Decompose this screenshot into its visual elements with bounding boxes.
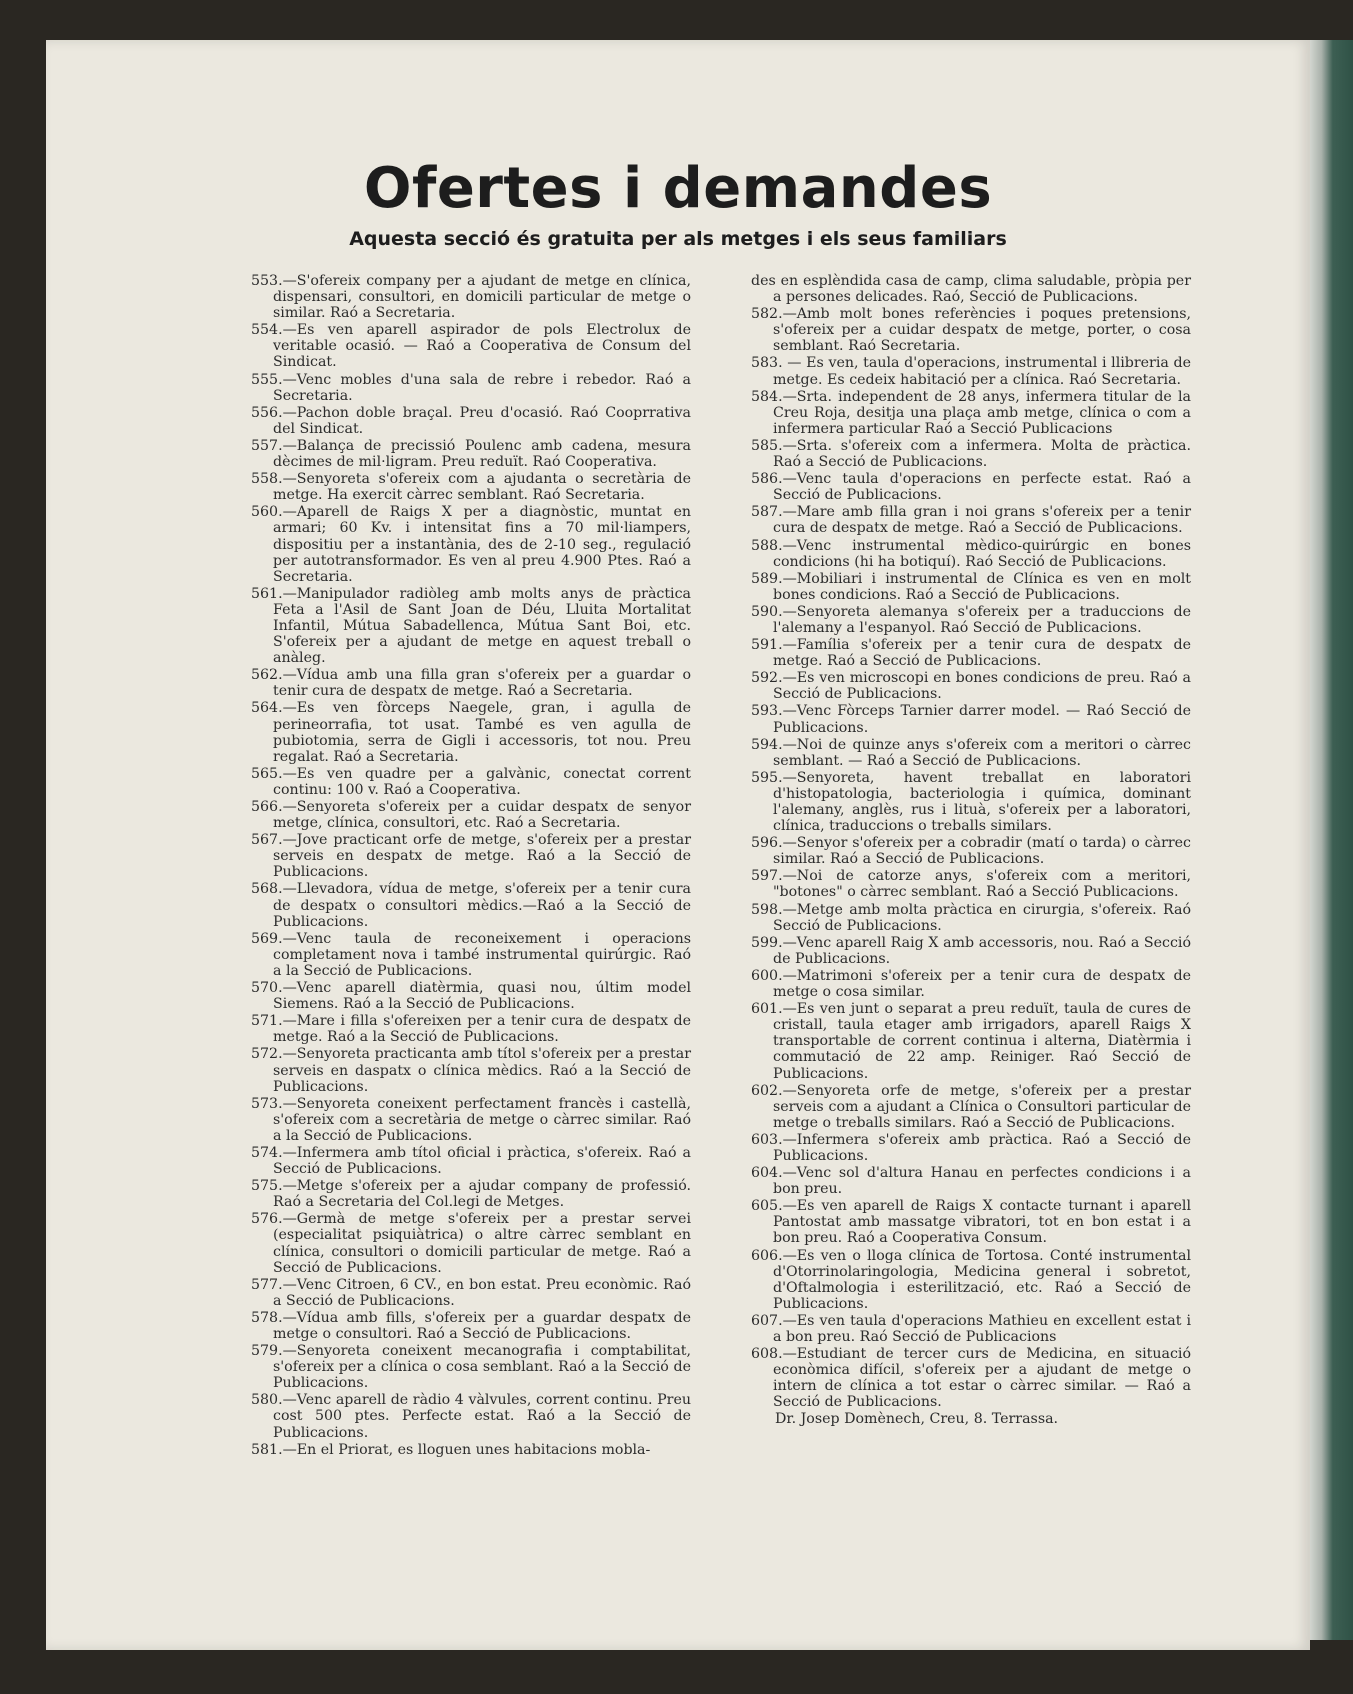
page-title: Ofertes i demandes — [363, 156, 993, 221]
adjacent-page-edge — [1308, 40, 1353, 1640]
classified-entry: 585.—Srta. s'ofereix com a infermera. Molta de pràctica. Raó a Secció de Publicacions. — [751, 437, 1191, 471]
classified-entry: 555.—Venc mobles d'una sala de rebre i rebedor. Raó a Secretaria. — [251, 371, 691, 404]
classified-entry: 566.—Senyoreta s'ofereix per a cuidar despatx de senyor metge, clínica, consultori, etc. Raó a Secretaria. — [251, 799, 691, 832]
classified-entry: 608.—Estudiant de tercer curs de Medicina, en situació econòmica difícil, s'ofereix per a ajudant de metge o intern de clínica a tot estar o càrrec similar. — Raó a Secció de Publicacions. — [751, 1346, 1191, 1411]
classified-entry: 568.—Llevadora, vídua de metge, s'ofereix per a tenir cura de despatx o consultori mèdics.—Raó a la Secció de Publicacions. — [251, 881, 691, 930]
classified-entry: des en esplèndida casa de camp, clima saludable, pròpia per a persones delicades. Raó, Secció de Publicacions. — [751, 273, 1191, 306]
classified-entry: 586.—Venc taula d'operacions en perfecte estat. Raó a Secció de Publicacions. — [751, 471, 1191, 504]
classified-entry: 604.—Venc sol d'altura Hanau en perfectes condicions i a bon preu. — [751, 1165, 1191, 1198]
classified-entry: 570.—Venc aparell diatèrmia, quasi nou, últim model Siemens. Raó a la Secció de Publicacions. — [251, 980, 691, 1013]
classified-entry: 572.—Senyoreta practicanta amb títol s'ofereix per a prestar serveis en daspatx o clínica mèdics. Raó a la Secció de Publicacions. — [251, 1046, 691, 1095]
classified-entry: 596.—Senyor s'ofereix per a cobradir (matí o tarda) o càrrec similar. Raó a Secció de Publicacions. — [751, 835, 1191, 868]
classified-entry: 565.—Es ven quadre per a galvànic, conectat corrent continu: 100 v. Raó a Cooperativa. — [251, 765, 691, 798]
classified-entry: 600.—Matrimoni s'ofereix per a tenir cura de despatx de metge o cosa similar. — [751, 967, 1191, 1001]
classified-entry: 593.—Venc Fòrceps Tarnier darrer model. — Raó Secció de Publicacions. — [751, 703, 1191, 736]
classified-entry: 598.—Metge amb molta pràctica en cirurgia, s'ofereix. Raó Secció de Publicacions. — [751, 901, 1191, 934]
classifieds-left-column — [251, 273, 691, 1459]
classified-entry: 607.—Es ven taula d'operacions Mathieu en excellent estat i a bon preu. Raó Secció de Publicacions — [751, 1312, 1191, 1345]
classified-entry: 574.—Infermera amb títol oficial i pràctica, s'ofereix. Raó a Secció de Publicacions. — [251, 1144, 691, 1178]
classified-entry: 594.—Noi de quinze anys s'ofereix com a meritori o càrrec semblant. — Raó a Secció de Publicacions. — [751, 736, 1191, 769]
page-subtitle: Aquesta secció és gratuita per als metges i els seus familiars — [349, 228, 1007, 250]
magazine-page — [46, 40, 1310, 1650]
classified-entry: 590.—Senyoreta alemanya s'ofereix per a traduccions de l'alemany a l'espanyol. Raó Secció de Publicacions. — [751, 603, 1191, 636]
classified-entry: 577.—Venc Citroen, 6 CV., en bon estat. Preu econòmic. Raó a Secció de Publicacions. — [251, 1276, 691, 1309]
classified-entry: 587.—Mare amb filla gran i noi grans s'ofereix per a tenir cura de despatx de metge. Raó a Secció de Publicacions. — [751, 504, 1191, 537]
classified-entry: 580.—Venc aparell de ràdio 4 vàlvules, corrent continu. Preu cost 500 ptes. Perfecte estat. Raó a la Secció de Publicacions. — [251, 1392, 691, 1441]
classified-entry: 569.—Venc taula de reconeixement i operacions completament nova i també instrumental quirúrgic. Raó a la Secció de Publicacions. — [251, 930, 691, 979]
classified-entry: 606.—Es ven o lloga clínica de Tortosa. Conté instrumental d'Otorrinolaringologia, Medicina general i sobretot, d'Oftalmologia i esterilització, etc. Raó a Secció de Publicacions. — [751, 1247, 1191, 1312]
classified-entry: 560.—Aparell de Raigs X per a diagnòstic, muntat en armari; 60 Kv. i intensitat fins a 70 mil·liampers, dispositiu per a instantània, des de 2-10 seg., regulació per autotransformador. Es ven al preu 4.900 Ptes. Raó a Secretaria. — [251, 504, 691, 585]
classified-entry: 562.—Vídua amb una filla gran s'ofereix per a guardar o tenir cura de despatx de metge. Raó a Secretaria. — [251, 667, 691, 700]
classified-entry: 592.—Es ven microscopi en bones condicions de preu. Raó a Secció de Publicacions. — [751, 670, 1191, 703]
classified-entry: 576.—Germà de metge s'ofereix per a prestar servei (especialitat psiquiàtrica) o altre càrrec semblant en clínica, consultori o domicili particular de metge. Raó a Secció de Publicacions. — [251, 1211, 691, 1276]
classified-entry: 605.—Es ven aparell de Raigs X contacte turnant i aparell Pantostat amb massatge vibratori, tot en bon estat i a bon preu. Raó a Cooperativa Consum. — [751, 1198, 1191, 1247]
classified-entry: 573.—Senyoreta coneixent perfectament francès i castellà, s'ofereix com a secretària de metge o càrrec similar. Raó a la Secció de Publicacions. — [251, 1095, 691, 1144]
classified-entry: 581.—En el Priorat, es lloguen unes habitacions mobla- — [251, 1441, 651, 1458]
classified-entry: 584.—Srta. independent de 28 anys, infermera titular de la Creu Roja, desitja una plaça amb metge, clínica o com a infermera particular Raó a Secció Publicacions — [751, 388, 1191, 437]
classified-entry: 595.—Senyoreta, havent treballat en laboratori d'histopatologia, bacteriologia i química, dominant l'alemany, anglès, rus i lituà, s'ofereix per a laboratori, clínica, traduccions o treballs similars. — [751, 769, 1191, 835]
classified-entry: 582.—Amb molt bones referències i poques pretensions, s'ofereix per a cuidar despatx de metge, porter, o cosa semblant. Raó Secretaria. — [751, 306, 1191, 355]
classified-entry: 589.—Mobiliari i instrumental de Clínica es ven en molt bones condicions. Raó a Secció de Publicacions. — [751, 570, 1191, 603]
classified-entry: 597.—Noi de catorze anys, s'ofereix com a meritori, "botones" o càrrec semblant. Raó a Secció Publicacions. — [751, 868, 1191, 901]
classified-entry: 579.—Senyoreta coneixent mecanografia i comptabilitat, s'ofereix per a clínica o cosa semblant. Raó a la Secció de Publicacions. — [251, 1343, 691, 1392]
classified-entry: 558.—Senyoreta s'ofereix com a ajudanta o secretària de metge. Ha exercit càrrec semblant. Raó Secretaria. — [251, 471, 691, 504]
classified-entry: 571.—Mare i filla s'ofereixen per a tenir cura de despatx de metge. Raó a la Secció de Publicacions. — [251, 1013, 691, 1046]
classified-entry: 575.—Metge s'ofereix per a ajudar company de professió. Raó a Secretaria del Col.legi de Metges. — [251, 1178, 691, 1211]
classified-entry: 554.—Es ven aparell aspirador de pols Electrolux de veritable ocasió. — Raó a Cooperativa de Consum del Sindicat. — [251, 322, 691, 371]
classified-entry: 564.—Es ven fòrceps Naegele, gran, i agulla de perineorrafia, tot usat. També es ven agulla de pubiotomia, serra de Gigli i accessoris, tot nou. Preu regalat. Raó a Secretaria. — [251, 700, 691, 765]
classified-entry: 556.—Pachon doble braçal. Preu d'ocasió. Raó Cooprrativa del Sindicat. — [251, 404, 691, 437]
classified-entry: 591.—Família s'ofereix per a tenir cura de despatx de metge. Raó a Secció de Publicacions. — [751, 637, 1191, 670]
classified-entry: 567.—Jove practicant orfe de metge, s'ofereix per a prestar serveis en despatx de metge. Raó a la Secció de Publicacions. — [251, 832, 691, 881]
classified-entry: 603.—Infermera s'ofereix amb pràctica. Raó a Secció de Publicacions. — [751, 1131, 1191, 1164]
classified-entry: 583. — Es ven, taula d'operacions, instrumental i llibreria de metge. Es cedeix habitació per a clínica. Raó Secretaria. — [751, 355, 1191, 388]
classified-entry: 553.—S'ofereix company per a ajudant de metge en clínica, dispensari, consultori, en domicili particular de metge o similar. Raó a Secretaria. — [251, 273, 691, 322]
classified-entry: 601.—Es ven junt o separat a preu reduït, taula de cures de cristall, taula etager amb irrigadors, aparell Raigs X transportable de corrent continua i alterna, Diatèrmia i commutació de 22 amp. Reiniger. Raó Secció de Publicacions. — [751, 1001, 1191, 1082]
classified-entry: 588.—Venc instrumental mèdico-quirúrgic en bones condicions (hi ha botiquí). Raó Secció de Publicacions. — [751, 537, 1191, 570]
classified-entry: 578.—Vídua amb fills, s'ofereix per a guardar despatx de metge o consultori. Raó a Secció de Publicacions. — [251, 1309, 691, 1342]
classified-entry: 561.—Manipulador radiòleg amb molts anys de pràctica Feta a l'Asil de Sant Joan de Déu, Lluita Mortalitat Infantil, Mútua Sabadellenca, Mútua Sant Boi, etc. S'ofereix per a ajudant de metge en aquest treball o anàleg. — [251, 585, 691, 667]
classified-entry: 599.—Venc aparell Raig X amb accessoris, nou. Raó a Secció de Publicacions. — [751, 934, 1191, 967]
classified-entry: 557.—Balança de precissió Poulenc amb cadena, mesura dècimes de mil·ligram. Preu reduït. Raó Cooperativa. — [251, 437, 691, 471]
classifieds-right-column — [751, 273, 1191, 1428]
signature-line: Dr. Josep Domènech, Creu, 8. Terrassa. — [775, 1411, 1059, 1428]
classified-entry: 602.—Senyoreta orfe de metge, s'ofereix per a prestar serveis com a ajudant a Clínica o Consultori particular de metge o treballs similars. Raó a Secció de Publicacions. — [751, 1082, 1191, 1131]
